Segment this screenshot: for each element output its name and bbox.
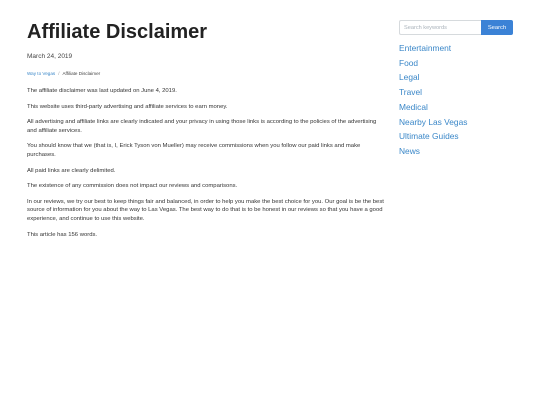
sidebar: [399, 20, 513, 159]
search-form: [399, 20, 513, 35]
category-item: [399, 115, 513, 130]
breadcrumb-home-link[interactable]: Way to Vegas: [27, 71, 56, 76]
category-link-food[interactable]: Food: [399, 57, 419, 68]
search-button[interactable]: Search: [481, 20, 513, 35]
category-link-travel[interactable]: Travel: [399, 87, 422, 98]
category-link-nearby-las-vegas[interactable]: Nearby Las Vegas: [399, 116, 468, 127]
category-link-ultimate-guides[interactable]: Ultimate Guides: [399, 131, 459, 142]
category-item: [399, 56, 513, 71]
article-paragraph: You should know that we (that is, I, Erick Tyson von Mueller) may receive commissions when you follow our paid links and make purchases.: [27, 143, 361, 158]
article-paragraph: This website uses third-party advertising and affiliate services to earn money.: [27, 103, 228, 110]
category-item: [399, 85, 513, 100]
category-item: [399, 144, 513, 159]
article-main: [27, 20, 387, 246]
article-paragraph: All paid links are clearly delimited.: [27, 167, 116, 174]
category-item: [399, 100, 513, 115]
breadcrumb: [27, 71, 387, 76]
article-paragraph: All advertising and affiliate links are clearly indicated and your privacy in using those links is according to the policies of the advertising and affiliate services.: [27, 119, 377, 134]
article-paragraph: The affiliate disclaimer was last updated on June 4, 2019.: [27, 88, 177, 94]
word-count: This article has 156 words.: [27, 231, 98, 238]
category-link-medical[interactable]: Medical: [399, 101, 428, 112]
search-input[interactable]: [399, 20, 481, 35]
page-title: Affiliate Disclaimer: [27, 21, 208, 43]
category-item: [399, 41, 513, 56]
post-date: March 24, 2019: [27, 53, 73, 60]
article-paragraph: The existence of any commission does not impact our reviews and comparisons.: [27, 183, 238, 190]
category-item: [399, 129, 513, 144]
category-item: [399, 70, 513, 85]
category-link-legal[interactable]: Legal: [399, 72, 420, 83]
category-link-news[interactable]: News: [399, 145, 420, 156]
category-link-entertainment[interactable]: Entertainment: [399, 43, 452, 53]
breadcrumb-current: Affiliate Disclaimer: [62, 71, 101, 76]
category-list: [399, 41, 513, 159]
article-paragraph: In our reviews, we try our best to keep things fair and balanced, in order to help you make the best choice for you. Our goal is be the best source of information for you about the way to Las Vegas. The best way to do that is to be honest in our reviews so that you have a good experience, and continue to use this website.: [27, 198, 384, 222]
breadcrumb-separator: /: [58, 71, 60, 76]
